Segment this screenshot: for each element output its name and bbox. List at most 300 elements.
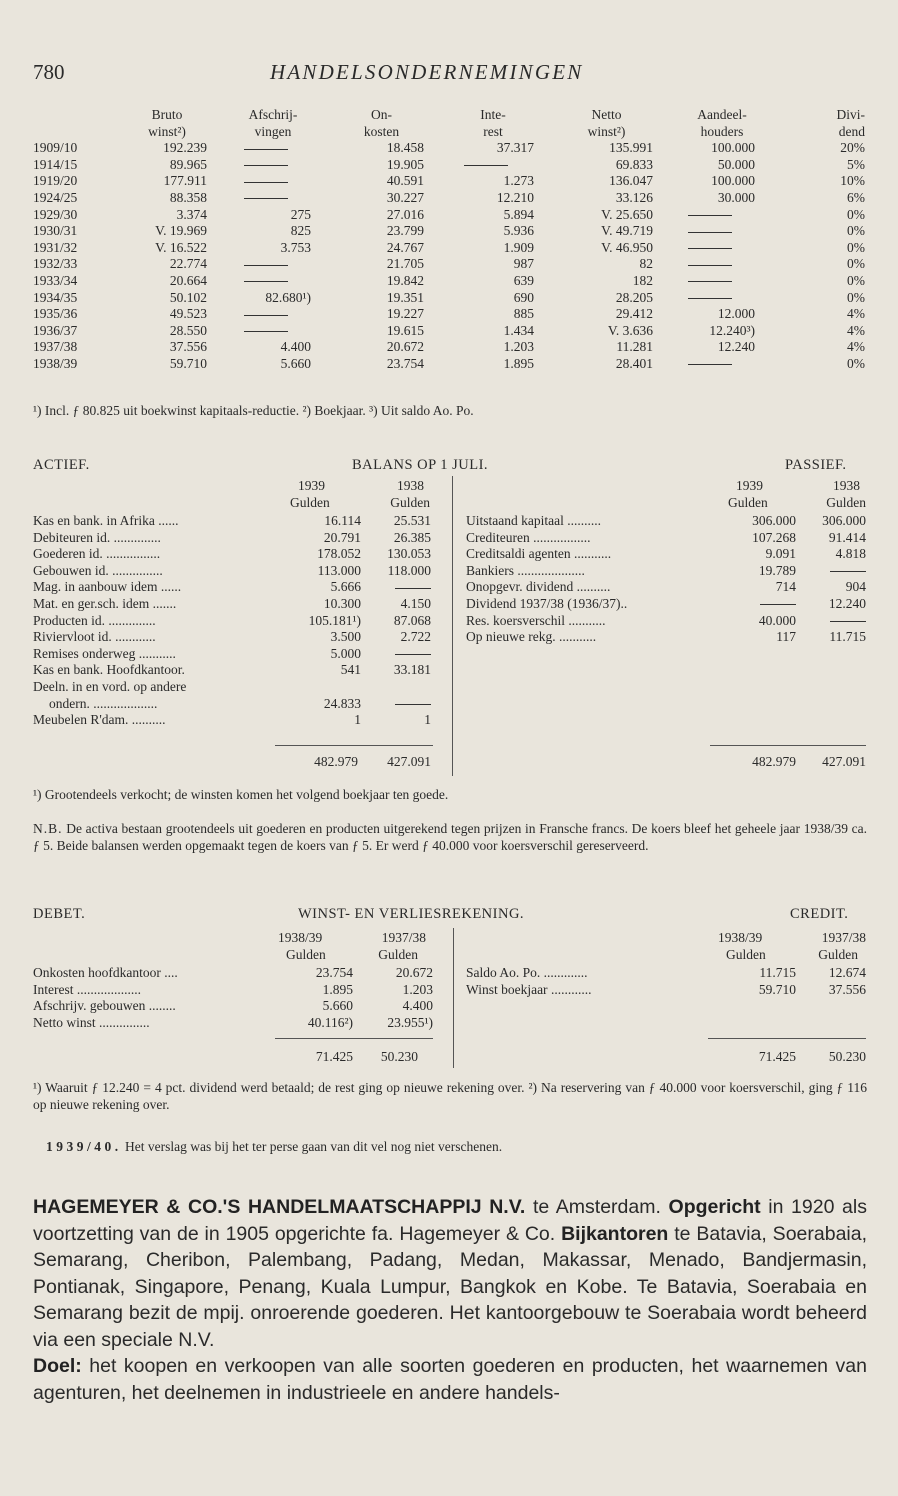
page-number: 780: [33, 60, 65, 84]
note-1939-text: Het verslag was bij het ter perse gaan van dit vel nog niet verschenen.: [121, 1139, 503, 1154]
table-cell: 82.680¹): [265, 289, 311, 305]
balance-actief-row: [33, 679, 431, 696]
ledger-value: 5.660: [322, 998, 353, 1014]
running-title: HANDELSONDERNEMINGEN: [270, 60, 584, 84]
dash-mark: [688, 215, 732, 216]
column-header: houders: [700, 123, 744, 139]
ledger-value: 4.400: [402, 998, 433, 1014]
table-cell: 4%: [847, 306, 865, 322]
table-row: [33, 323, 865, 340]
ledger-label-text: ondern.: [49, 695, 90, 711]
balance-center-title: BALANS OP 1 JULI.: [352, 457, 489, 473]
ledger-value: 714: [775, 579, 796, 595]
ledger-label-text: Remises onderweg: [33, 645, 136, 661]
ledger-label-text: Dividend 1937/38 (1936/37)..: [466, 595, 628, 611]
pl-right-title: CREDIT.: [790, 906, 849, 922]
column-header: vingen: [254, 123, 292, 139]
ledger-value: 107.268: [752, 529, 796, 545]
table-cell: 4.400: [280, 339, 311, 355]
ledger-label: [466, 579, 716, 596]
table-cell: [221, 273, 325, 290]
balance-footnote: ¹) Grootendeels verkocht; de winsten komen het volgend boekjaar ten goede.: [33, 787, 449, 802]
balance-actief-row: [33, 696, 431, 713]
credit-unit-1: Gulden: [726, 946, 766, 962]
ledger-leader-dots: .............: [543, 965, 588, 980]
pl-debet-row: [33, 982, 433, 999]
table-cell: [665, 273, 779, 290]
ledger-label-text: Mat. en ger.sch. idem: [33, 595, 150, 611]
ledger-value: 10.300: [323, 595, 361, 611]
table-cell: 1933/34: [33, 272, 78, 288]
table-cell: 135.991: [609, 140, 653, 156]
debet-year-2: 1937/38: [381, 930, 426, 945]
actief-unit-1: Gulden: [290, 494, 330, 510]
table-cell: 4%: [847, 322, 865, 338]
table-row: [33, 256, 865, 273]
ledger-value: [361, 646, 431, 663]
actief-total-1: 482.979: [314, 754, 358, 769]
ledger-value: 1: [424, 712, 431, 728]
column-header: On-: [371, 107, 392, 122]
ledger-label: [33, 596, 285, 613]
table-cell: 30.227: [386, 189, 424, 205]
dash-mark: [760, 604, 796, 605]
ledger-label-text: Gebouwen id.: [33, 562, 109, 578]
balance-actief-row: [33, 513, 431, 530]
table-cell: 49.523: [169, 306, 207, 322]
ledger-label: [466, 546, 716, 563]
passief-year-1939: 1939: [736, 478, 763, 493]
passief-unit-1: Gulden: [728, 494, 768, 510]
ledger-label-text: Deeln. in en vord. op andere: [33, 678, 187, 694]
dash-mark: [244, 281, 288, 282]
debet-unit-1: Gulden: [286, 946, 326, 962]
balance-actief-year-header: [290, 478, 430, 511]
credit-total-2: 50.230: [828, 1049, 866, 1064]
balance-actief-row: [33, 712, 431, 729]
ledger-label: [466, 563, 716, 580]
actief-year-1938: 1938: [397, 478, 424, 493]
passief-unit-2: Gulden: [826, 494, 866, 510]
ledger-value: 113.000: [317, 562, 361, 578]
ledger-value: [285, 679, 361, 696]
table-cell: 12.240³): [709, 322, 755, 338]
table-cell: 18.458: [386, 140, 424, 156]
ledger-label-text: Netto winst: [33, 1014, 96, 1030]
ledger-leader-dots: ...........: [573, 546, 612, 562]
table-row: [33, 140, 865, 157]
table-cell: 100.000: [711, 173, 755, 189]
table-cell: 639: [513, 272, 534, 288]
debet-total-1: 71.425: [315, 1049, 353, 1064]
balance-passief-row: [466, 596, 866, 613]
table-cell: 1924/25: [33, 189, 78, 205]
ledger-label: [33, 696, 285, 713]
ledger-leader-dots: ............: [550, 981, 592, 997]
table-cell: 12.240: [717, 339, 755, 355]
ledger-label-text: Onopgevr. dividend: [466, 579, 574, 595]
table-row: [33, 173, 865, 190]
balance-passief-row: [466, 513, 866, 530]
table-cell: 275: [290, 206, 311, 222]
table-cell: 19.227: [386, 306, 424, 322]
ledger-label: [33, 662, 285, 679]
table-cell: [665, 356, 779, 373]
table-row: [33, 273, 865, 290]
column-header: Aandeel-: [697, 107, 747, 122]
table-cell: 20.672: [386, 339, 424, 355]
dash-mark: [395, 654, 431, 655]
ledger-value: 37.556: [828, 981, 866, 997]
table-cell: [438, 157, 548, 174]
nb-note: [33, 821, 867, 854]
ledger-value: 19.789: [758, 562, 796, 578]
ledger-value: 12.240: [828, 595, 866, 611]
ledger-value: 1.203: [402, 981, 433, 997]
pl-credit-year-header: [718, 930, 866, 963]
ledger-value: 904: [845, 579, 866, 595]
ledger-value: [716, 596, 796, 613]
ledger-value: 118.000: [387, 562, 431, 578]
credit-unit-2: Gulden: [818, 946, 858, 962]
table-cell: 89.965: [169, 156, 207, 172]
ledger-label-text: Mag. in aanbouw idem: [33, 579, 158, 595]
balance-passief-row: [466, 530, 866, 547]
table-cell: 6%: [847, 189, 865, 205]
ledger-leader-dots: ...........: [558, 629, 597, 645]
passief-total-2: 427.091: [822, 754, 866, 769]
table-cell: 1932/33: [33, 256, 78, 272]
ledger-value: 33.181: [393, 662, 431, 678]
ledger-value: [361, 679, 431, 696]
ledger-label-text: Res. koersverschil: [466, 612, 565, 628]
ledger-leader-dots: ..........: [567, 513, 601, 528]
table-cell: [221, 190, 325, 207]
ledger-value: 5.666: [330, 579, 361, 595]
ledger-label: [466, 629, 716, 646]
column-header: Bruto: [151, 107, 183, 122]
table-cell: 5.894: [503, 206, 534, 222]
ledger-value: 12.674: [828, 965, 866, 980]
ledger-value: 24.833: [323, 695, 361, 711]
ledger-leader-dots: ...............: [99, 1014, 150, 1030]
balance-passief-row: [466, 579, 866, 596]
table-cell: 1937/38: [33, 339, 78, 355]
pl-divider: [453, 928, 454, 1068]
dash-mark: [830, 621, 866, 622]
ledger-value: 23.955¹): [387, 1014, 433, 1030]
ledger-label-text: Kas en bank. in Afrika: [33, 513, 155, 528]
table-cell: 1.434: [503, 322, 534, 338]
table-cell: 182: [632, 272, 653, 288]
ledger-value: 23.754: [315, 965, 353, 980]
ledger-leader-dots: ...................: [76, 981, 141, 997]
dash-mark: [244, 149, 288, 150]
ledger-value: 40.000: [758, 612, 796, 628]
balance-actief-row: [33, 613, 431, 630]
ledger-label-text: Debiteuren id.: [33, 529, 111, 545]
table-cell: [665, 207, 779, 224]
nb-prefix: N.B.: [33, 821, 63, 836]
ledger-value: 541: [340, 662, 361, 678]
ledger-value: 130.053: [387, 546, 431, 562]
ledger-label-text: Onkosten hoofdkantoor: [33, 965, 161, 980]
table-cell: 885: [513, 306, 534, 322]
debet-total-2: 50.230: [380, 1049, 418, 1064]
results-table: [33, 107, 865, 373]
column-header: Divi-: [836, 107, 865, 122]
table-row: [33, 157, 865, 174]
table-cell: 1.203: [503, 339, 534, 355]
ledger-label: [33, 513, 285, 530]
table-cell: 1.273: [503, 173, 534, 189]
table-cell: 177.911: [163, 173, 207, 189]
pl-credit-table: [466, 965, 866, 998]
dash-mark: [244, 265, 288, 266]
column-header: winst²): [148, 123, 186, 139]
dash-mark: [688, 364, 732, 365]
ledger-value: 4.150: [400, 595, 431, 611]
balance-passief-row: [466, 563, 866, 580]
ledger-leader-dots: ..............: [108, 612, 156, 628]
table-cell: 33.126: [615, 189, 653, 205]
column-header: [33, 124, 113, 141]
table-cell: 20%: [840, 140, 865, 156]
table-cell: 21.705: [386, 256, 424, 272]
balance-actief-row: [33, 662, 431, 679]
ledger-value: 20.791: [323, 529, 361, 545]
balance-actief-row: [33, 629, 431, 646]
table-cell: 19.351: [386, 289, 424, 305]
ledger-label-text: Kas en bank. Hoofdkantoor.: [33, 662, 185, 678]
pl-credit-row: [466, 965, 866, 982]
balance-actief-row: [33, 546, 431, 563]
table-cell: 50.000: [717, 156, 755, 172]
table-cell: 19.905: [386, 156, 424, 172]
column-header: Afschrij-: [248, 107, 298, 122]
pl-footnote: ¹) Waaruit ƒ 12.240 = 4 pct. dividend werd betaald; de rest ging op nieuwe rekening over. ²) Na reservering van ƒ 40.000 voor koersverschil, ging ƒ 116 op nieuwe rekening over.: [33, 1080, 867, 1112]
table-cell: 0%: [847, 223, 865, 239]
table-cell: 28.205: [615, 289, 653, 305]
table-cell: 192.239: [163, 140, 207, 156]
table-cell: 0%: [847, 206, 865, 222]
table-cell: 1929/30: [33, 206, 78, 222]
table-cell: V. 46.950: [601, 239, 653, 255]
ledger-label-text: Uitstaand kapitaal: [466, 513, 564, 528]
ledger-leader-dots: ..........: [576, 579, 611, 595]
table-cell: 1909/10: [33, 140, 78, 156]
ledger-value: 87.068: [393, 612, 431, 628]
credit-year-1: 1938/39: [718, 930, 763, 945]
table-cell: 59.710: [169, 355, 207, 371]
dash-mark: [464, 165, 508, 166]
table-row: [33, 240, 865, 257]
table-cell: 24.767: [386, 239, 424, 255]
table-cell: [221, 157, 325, 174]
ledger-value: 11.715: [829, 629, 866, 645]
table-cell: 69.833: [615, 156, 653, 172]
ledger-label: [33, 613, 285, 630]
dash-mark: [688, 281, 732, 282]
table-cell: 0%: [847, 239, 865, 255]
balance-actief-row: [33, 579, 431, 596]
dash-mark: [688, 265, 732, 266]
table-cell: 690: [513, 289, 534, 305]
ledger-leader-dots: .................: [533, 529, 591, 545]
ledger-value: 178.052: [317, 546, 361, 562]
ledger-leader-dots: ....................: [517, 562, 585, 578]
table-cell: 1936/37: [33, 322, 78, 338]
table-cell: 5.936: [503, 223, 534, 239]
ledger-value: 105.181¹): [308, 612, 361, 628]
table-cell: 27.016: [386, 206, 424, 222]
table-cell: 37.556: [169, 339, 207, 355]
table-cell: 82: [639, 256, 653, 272]
table-cell: [221, 256, 325, 273]
table-cell: 100.000: [711, 140, 755, 156]
dash-mark: [244, 331, 288, 332]
table-cell: 50.102: [169, 289, 207, 305]
dash-mark: [395, 704, 431, 705]
actief-year-1939: 1939: [298, 478, 325, 493]
pl-left-title: DEBET.: [33, 906, 86, 922]
company-name: HAGEMEYER & CO.'S HANDELMAATSCHAPPIJ N.V.: [33, 1196, 526, 1218]
ledger-leader-dots: ......: [158, 513, 179, 528]
table-cell: V. 16.522: [155, 239, 207, 255]
ledger-value: 306.000: [822, 513, 866, 528]
ledger-leader-dots: ..........: [131, 712, 166, 728]
ledger-label-text: Saldo Ao. Po.: [466, 965, 541, 980]
column-header: Inte-: [480, 107, 506, 122]
ledger-label: [33, 965, 269, 982]
table-cell: 3.374: [176, 206, 207, 222]
bijkantoren-label: Bijkantoren: [561, 1222, 669, 1245]
table-cell: 1931/32: [33, 239, 78, 255]
table-cell: 1938/39: [33, 355, 78, 371]
table-cell: 5.660: [280, 355, 311, 371]
table-cell: 1930/31: [33, 223, 78, 239]
ledger-label: [33, 563, 285, 580]
ledger-value: 5.000: [330, 645, 361, 661]
ledger-leader-dots: ...............: [112, 562, 163, 578]
dash-mark: [830, 571, 866, 572]
actief-total-2: 427.091: [387, 754, 431, 769]
table-cell: 22.774: [169, 256, 207, 272]
table-cell: 19.842: [386, 272, 424, 288]
ledger-leader-dots: ...........: [568, 612, 606, 628]
table-cell: 10%: [840, 173, 865, 189]
ledger-label-text: Creditsaldi agenten: [466, 546, 571, 562]
pl-center-title: WINST- EN VERLIESREKENING.: [298, 906, 525, 922]
company-doel-paragraph: [33, 1353, 867, 1406]
table-cell: 1914/15: [33, 156, 78, 172]
pl-debet-table: [33, 965, 433, 1031]
column-header: dend: [838, 123, 865, 139]
actief-unit-2: Gulden: [390, 494, 430, 510]
table-row: [33, 339, 865, 356]
dash-mark: [244, 198, 288, 199]
ledger-label: [33, 546, 285, 563]
ledger-label: [33, 712, 285, 729]
passief-total-1: 482.979: [752, 754, 796, 769]
column-header: rest: [483, 123, 503, 139]
ledger-value: 25.531: [393, 513, 431, 528]
results-header-row: [33, 124, 865, 141]
table-cell: 825: [290, 223, 311, 239]
debet-year-1: 1938/39: [278, 930, 323, 945]
table-row: [33, 356, 865, 373]
ledger-label-text: Producten id.: [33, 612, 105, 628]
balance-actief-row: [33, 563, 431, 580]
doel-text: het koopen en verkoopen van alle soorten goederen en producten, het waarnemen van agenturen, het deelnemen in industrieele en andere handels-: [33, 1355, 867, 1404]
table-cell: V. 19.969: [155, 223, 207, 239]
results-footnote: ¹) Incl. ƒ 80.825 uit boekwinst kapitaals-reductie. ²) Boekjaar. ³) Uit saldo Ao. Po.: [33, 403, 474, 418]
ledger-value: 11.715: [759, 965, 796, 980]
ledger-value: 2.722: [400, 629, 431, 645]
credit-total-1: 71.425: [758, 1049, 796, 1064]
pl-debet-year-header: [278, 930, 426, 963]
table-row: [33, 223, 865, 240]
balance-left-title: ACTIEF.: [33, 457, 90, 473]
table-cell: 1935/36: [33, 306, 78, 322]
ledger-value: 91.414: [828, 529, 866, 545]
company-text-3: te Batavia, Soerabaia, Semarang, Cheribon, Palembang, Padang, Medan, Makassar, Menado, Bandjermasin, Pontianak, Singapore, Penang, Kuala Lumpur, Bangkok en Kobe. Te Batavia, Soerabaia en Semarang bezit de mpij. onroerende goederen. Het kantoorgebouw te Soerabaia wordt beheerd via een speciale N.V.: [33, 1222, 868, 1351]
ledger-leader-dots: ............: [115, 629, 156, 645]
ledger-leader-dots: ........: [148, 998, 176, 1014]
ledger-label: [33, 530, 285, 547]
table-cell: 37.317: [496, 140, 534, 156]
table-cell: [221, 173, 325, 190]
ledger-leader-dots: ..............: [113, 529, 161, 545]
table-cell: 4%: [847, 339, 865, 355]
table-cell: [221, 306, 325, 323]
ledger-leader-dots: ...................: [93, 695, 158, 711]
table-cell: [665, 240, 779, 257]
dash-mark: [244, 315, 288, 316]
ledger-label: [466, 596, 716, 613]
table-cell: [665, 223, 779, 240]
ledger-label: [466, 513, 716, 530]
ledger-label: [33, 646, 285, 663]
ledger-label: [466, 613, 716, 630]
company-text-1: te Amsterdam.: [525, 1196, 669, 1218]
table-cell: 29.412: [615, 306, 653, 322]
table-cell: V. 3.636: [607, 322, 653, 338]
passief-total-rule: [710, 745, 866, 746]
dash-mark: [244, 165, 288, 166]
ledger-value: 26.385: [393, 529, 431, 545]
column-header: kosten: [363, 123, 400, 139]
column-header: Netto: [591, 107, 622, 122]
table-cell: 23.754: [386, 355, 424, 371]
column-header: [33, 107, 113, 124]
table-cell: 1919/20: [33, 173, 78, 189]
balance-passief-row: [466, 546, 866, 563]
table-cell: V. 25.650: [601, 206, 653, 222]
ledger-label-text: Winst boekjaar: [466, 981, 548, 997]
table-cell: [665, 290, 779, 307]
table-cell: 136.047: [609, 173, 653, 189]
ledger-leader-dots: ...........: [138, 645, 176, 661]
table-cell: 987: [513, 256, 534, 272]
ledger-value: 306.000: [752, 513, 796, 528]
ledger-value: [796, 563, 866, 580]
table-row: [33, 306, 865, 323]
opgericht-label: Opgericht: [668, 1196, 761, 1218]
balance-right-title: PASSIEF.: [785, 457, 847, 473]
table-row: [33, 290, 865, 307]
ledger-value: [796, 613, 866, 630]
